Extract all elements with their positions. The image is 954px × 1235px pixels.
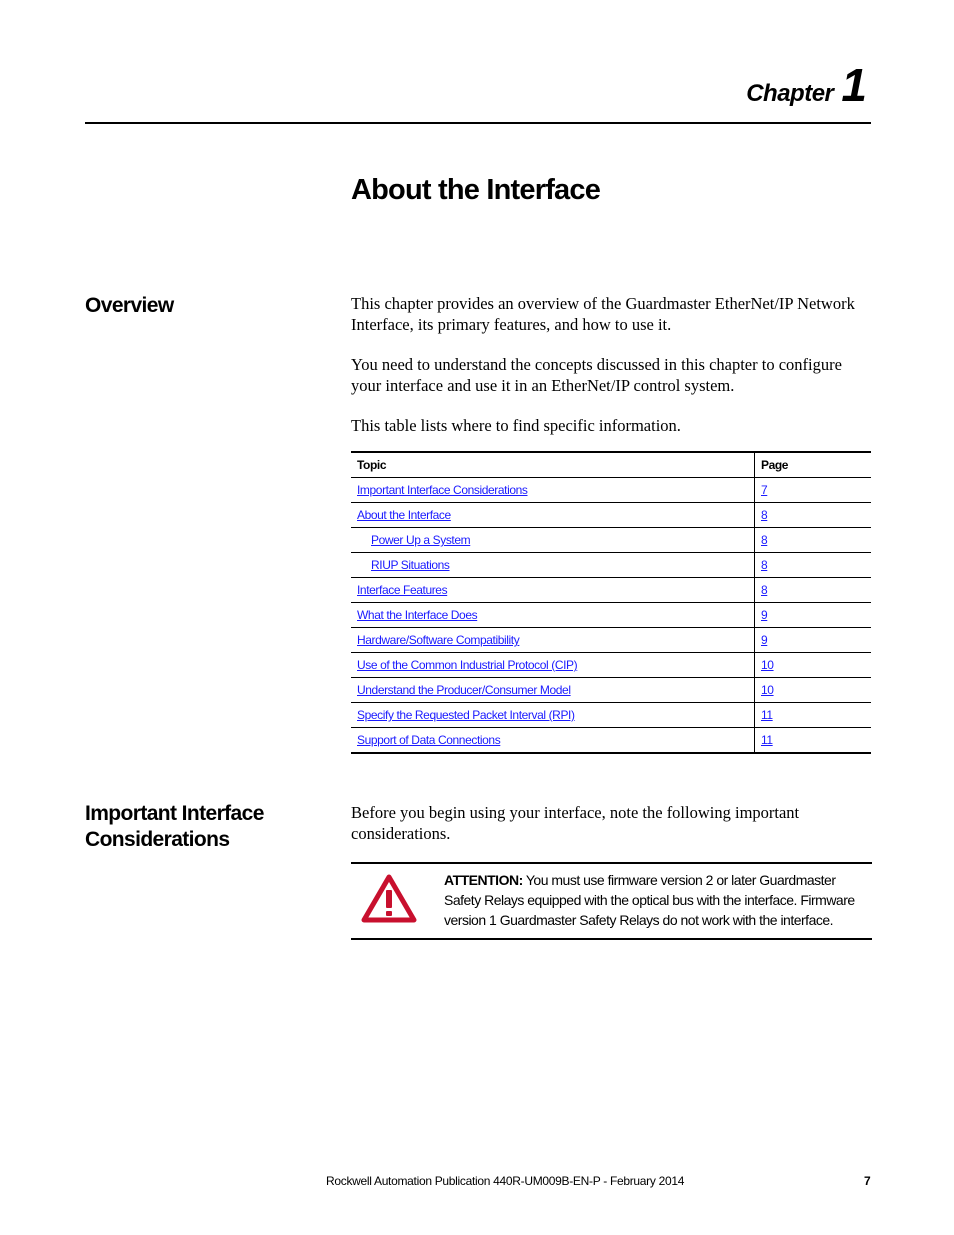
topic-link[interactable]: About the Interface <box>357 508 451 522</box>
page-cell <box>755 503 872 528</box>
table-row <box>351 628 871 653</box>
table-header-row <box>351 452 871 478</box>
page-link[interactable]: 9 <box>761 633 768 647</box>
topic-link[interactable]: What the Interface Does <box>357 608 478 622</box>
topic-link[interactable]: Use of the Common Industrial Protocol (CIP) <box>357 658 578 672</box>
page-cell <box>755 678 872 703</box>
table-row <box>351 553 871 578</box>
attention-label: ATTENTION: <box>444 872 523 888</box>
page-cell <box>755 478 872 503</box>
considerations-heading-line-1: Important Interface <box>85 802 264 825</box>
topic-link[interactable]: Hardware/Software Compatibility <box>357 633 520 647</box>
overview-paragraph-3: This table lists where to find specific information. <box>351 416 681 435</box>
considerations-heading-line-2: Considerations <box>85 828 230 851</box>
table-row <box>351 478 871 503</box>
page-title: About the Interface <box>351 174 601 206</box>
table-row <box>351 728 871 754</box>
page-column-header: Page <box>755 452 872 478</box>
considerations-heading <box>85 801 264 853</box>
topic-link[interactable]: Power Up a System <box>371 533 471 547</box>
page-cell <box>755 653 872 678</box>
topic-link[interactable]: Important Interface Considerations <box>357 483 528 497</box>
attention-box <box>351 862 872 940</box>
topic-cell <box>351 703 755 728</box>
topic-cell <box>351 528 755 553</box>
topic-cell <box>351 728 755 754</box>
topic-cell <box>351 628 755 653</box>
warning-triangle-icon <box>361 874 417 924</box>
chapter-number: 1 <box>841 59 866 111</box>
topic-link[interactable]: Support of Data Connections <box>357 733 501 747</box>
table-row <box>351 678 871 703</box>
attention-message: You must use firmware version 2 or later Guardmaster Safety Relays equipped with the optical bus with the interface. Firmware version 1 Guardmaster Safety Relays do not work with the interface. <box>444 872 855 928</box>
topic-link[interactable]: Understand the Producer/Consumer Model <box>357 683 571 697</box>
topic-cell <box>351 678 755 703</box>
topic-cell <box>351 553 755 578</box>
overview-paragraph-2: You need to understand the concepts discussed in this chapter to configure your interface and use it in an EtherNet/IP control system. <box>351 355 842 395</box>
overview-paragraph-1: This chapter provides an overview of the Guardmaster EtherNet/IP Network Interface, its primary features, and how to use it. <box>351 294 855 334</box>
topic-table <box>351 451 871 754</box>
topic-cell <box>351 653 755 678</box>
chapter-divider <box>85 122 871 124</box>
table-row <box>351 528 871 553</box>
topic-cell <box>351 478 755 503</box>
footer-publication: Rockwell Automation Publication 440R-UM009B-EN-P - February 2014 <box>326 1174 685 1188</box>
topic-cell <box>351 578 755 603</box>
table-row <box>351 503 871 528</box>
attention-text <box>444 870 864 930</box>
page-cell <box>755 603 872 628</box>
page-link[interactable]: 8 <box>761 533 768 547</box>
considerations-paragraph: Before you begin using your interface, note the following important considerations. <box>351 803 800 843</box>
footer-page-number: 7 <box>864 1174 871 1188</box>
topic-link[interactable]: Interface Features <box>357 583 448 597</box>
table-row <box>351 653 871 678</box>
page-link[interactable]: 10 <box>761 683 774 697</box>
chapter-heading <box>746 59 866 111</box>
table-row <box>351 603 871 628</box>
page-link[interactable]: 11 <box>761 708 773 722</box>
topic-link[interactable]: RIUP Situations <box>371 558 450 572</box>
overview-heading: Overview <box>85 294 174 317</box>
page-cell <box>755 578 872 603</box>
page-cell <box>755 703 872 728</box>
page-link[interactable]: 10 <box>761 658 774 672</box>
table-row <box>351 703 871 728</box>
page-link[interactable]: 8 <box>761 583 768 597</box>
page-link[interactable]: 11 <box>761 733 773 747</box>
page-cell <box>755 628 872 653</box>
page-link[interactable]: 8 <box>761 558 768 572</box>
topic-cell <box>351 603 755 628</box>
table-row <box>351 578 871 603</box>
topic-column-header: Topic <box>351 452 755 478</box>
topic-link[interactable]: Specify the Requested Packet Interval (RPI) <box>357 708 575 722</box>
page-cell <box>755 728 872 754</box>
page-cell <box>755 553 872 578</box>
page-cell <box>755 528 872 553</box>
page-link[interactable]: 8 <box>761 508 768 522</box>
page-link[interactable]: 7 <box>761 483 768 497</box>
topic-cell <box>351 503 755 528</box>
page-link[interactable]: 9 <box>761 608 768 622</box>
chapter-label: Chapter <box>746 80 834 107</box>
